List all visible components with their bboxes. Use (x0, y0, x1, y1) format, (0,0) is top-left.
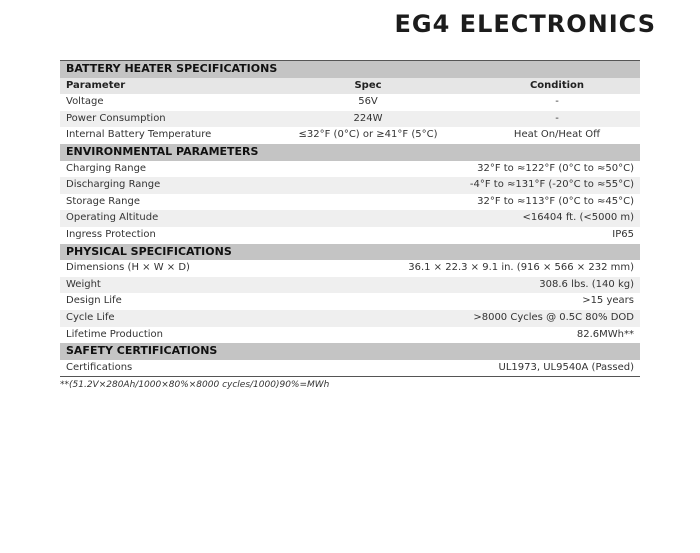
row-label: Design Life (66, 295, 122, 307)
row-label: Charging Range (66, 162, 147, 174)
section-title: PHYSICAL SPECIFICATIONS (60, 244, 640, 261)
row-value: 308.6 lbs. (140 kg) (262, 277, 640, 294)
table-row (60, 360, 640, 377)
row-value: 36.1 × 22.3 × 9.1 in. (916 × 566 × 232 mm) (408, 262, 634, 274)
section-header-battery-heater (60, 61, 640, 78)
column-header-condition: Condition (474, 78, 640, 95)
row-value: IP65 (612, 228, 634, 240)
table-row (60, 260, 640, 277)
section-header-physical (60, 244, 640, 261)
row-label: Storage Range (66, 195, 140, 207)
row-value: 32°F to ≈113°F (0°C to ≈45°C) (477, 195, 634, 207)
section-title: BATTERY HEATER SPECIFICATIONS (60, 61, 640, 78)
column-header-spec: Spec (262, 78, 474, 95)
row-spec: 224W (262, 111, 474, 128)
table-row (60, 293, 640, 310)
spec-table (60, 60, 640, 377)
table-row (60, 310, 640, 327)
row-value: -4°F to ≈131°F (-20°C to ≈55°C) (262, 177, 640, 194)
column-header-row (60, 78, 640, 95)
row-spec: ≤32°F (0°C) or ≥41°F (5°C) (298, 129, 438, 141)
row-condition: - (474, 111, 640, 128)
row-label: Power Consumption (60, 111, 262, 128)
row-label: Voltage (66, 96, 104, 108)
section-title: SAFETY CERTIFICATIONS (60, 343, 640, 360)
row-value: 82.6MWh** (576, 328, 634, 340)
table-row (60, 161, 640, 178)
row-condition: Heat On/Heat Off (513, 129, 601, 141)
table-row (60, 327, 640, 344)
table-row (60, 210, 640, 227)
row-label: Ingress Protection (66, 228, 156, 240)
table-row (60, 127, 640, 144)
brand-logo: EG4 ELECTRONICS (394, 10, 656, 38)
row-value: 32°F to ≈122°F (0°C to ≈50°C) (477, 162, 634, 174)
table-row (60, 194, 640, 211)
row-value: UL1973, UL9540A (Passed) (262, 360, 640, 377)
table-row (60, 277, 640, 294)
section-header-environmental (60, 144, 640, 161)
row-label: Internal Battery Temperature (66, 129, 212, 141)
row-label: Discharging Range (60, 177, 262, 194)
section-header-safety (60, 343, 640, 360)
row-value: <16404 ft. (<5000 m) (262, 210, 640, 227)
row-label: Certifications (60, 360, 262, 377)
row-label: Cycle Life (60, 310, 262, 327)
row-label: Lifetime Production (66, 328, 163, 340)
table-row (60, 177, 640, 194)
row-condition: - (555, 96, 559, 108)
column-header-parameter: Parameter (60, 78, 262, 95)
table-row (60, 111, 640, 128)
row-spec: 56V (358, 96, 378, 108)
row-value: >15 years (582, 295, 634, 307)
table-row (60, 227, 640, 244)
row-label: Dimensions (H × W × D) (66, 262, 190, 274)
row-label: Weight (60, 277, 262, 294)
section-title: ENVIRONMENTAL PARAMETERS (60, 144, 640, 161)
row-value: >8000 Cycles @ 0.5C 80% DOD (262, 310, 640, 327)
table-row (60, 94, 640, 111)
footnote: **(51.2V×280Ah/1000×80%×8000 cycles/1000)90%=MWh (60, 380, 330, 390)
row-label: Operating Altitude (60, 210, 262, 227)
